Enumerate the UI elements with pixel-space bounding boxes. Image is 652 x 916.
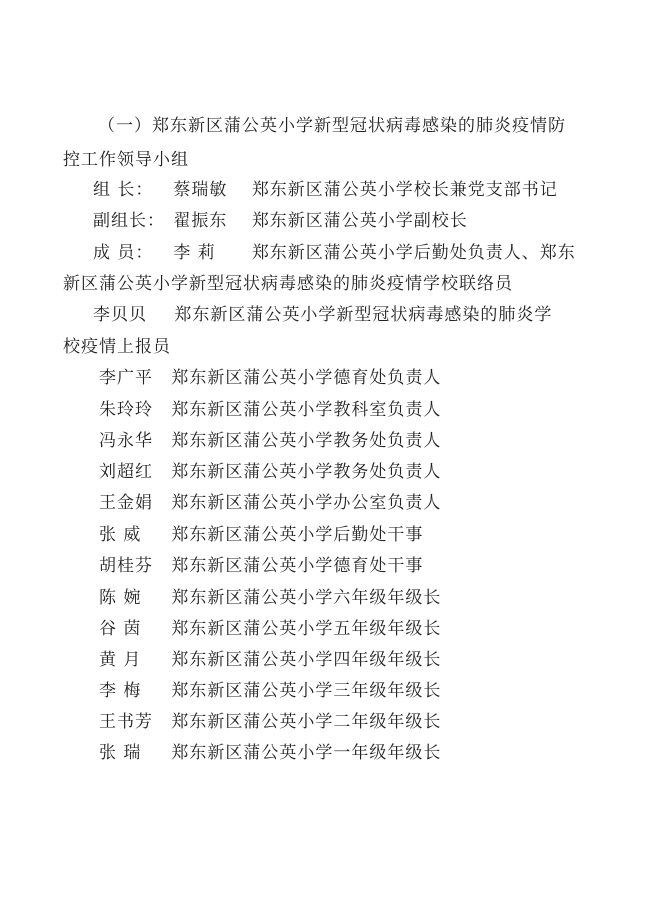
member-role: 郑东新区蒲公英小学德育处负责人 <box>171 368 442 388</box>
leader-role-line1: 郑东新区蒲公英小学后勤处负责人、郑东 <box>251 243 576 263</box>
member-role: 郑东新区蒲公英小学德育处干事 <box>171 556 424 576</box>
member-row <box>99 461 441 483</box>
member-name: 李广平 <box>99 368 153 388</box>
member-row <box>99 367 441 389</box>
section-heading-line2: 控工作领导小组 <box>63 150 189 170</box>
member-role: 郑东新区蒲公英小学教务处负责人 <box>171 462 442 482</box>
member-role: 郑东新区蒲公英小学二年级年级长 <box>171 712 442 732</box>
member-role: 郑东新区蒲公英小学后勤处干事 <box>171 525 424 545</box>
leader-title: 成 员： <box>93 243 154 263</box>
leader-name: 蔡瑞敏 <box>173 180 228 200</box>
member-row <box>99 680 441 702</box>
member-row <box>99 742 441 764</box>
member-name: 谷 茵 <box>99 619 142 639</box>
member-row <box>99 587 441 609</box>
section-heading-line1: （一）郑东新区蒲公英小学新型冠状病毒感染的肺炎疫情防 <box>98 116 566 136</box>
member-name: 冯永华 <box>99 431 153 451</box>
leader-role: 郑东新区蒲公英小学副校长 <box>251 211 468 231</box>
member-role: 郑东新区蒲公英小学一年级年级长 <box>171 743 442 763</box>
leader-name: 翟振东 <box>173 211 228 231</box>
leader-title: 组 长： <box>93 180 154 200</box>
member-row <box>99 649 441 671</box>
reporter-row <box>93 304 552 326</box>
member-name: 刘超红 <box>99 462 153 482</box>
member-role: 郑东新区蒲公英小学办公室负责人 <box>171 493 442 513</box>
member-row <box>99 524 423 546</box>
member-row <box>99 555 423 577</box>
reporter-role-line1: 郑东新区蒲公英小学新型冠状病毒感染的肺炎学 <box>174 305 553 325</box>
leader-row-member <box>93 242 576 264</box>
leader-title: 副组长： <box>93 211 165 231</box>
member-name: 王金娟 <box>99 493 153 513</box>
member-row <box>99 711 441 733</box>
member-name: 张 瑞 <box>99 743 142 763</box>
member-name: 李 梅 <box>99 681 142 701</box>
member-name: 朱玲玲 <box>99 400 153 420</box>
member-role: 郑东新区蒲公英小学六年级年级长 <box>171 588 442 608</box>
member-name: 黄 月 <box>99 650 142 670</box>
leader-role-line2: 新区蒲公英小学新型冠状病毒感染的肺炎疫情学校联络员 <box>63 274 513 294</box>
leader-role: 郑东新区蒲公英小学校长兼党支部书记 <box>251 180 558 200</box>
member-name: 张 威 <box>99 525 142 545</box>
reporter-role-line2: 校疫情上报员 <box>63 337 171 357</box>
member-name: 胡桂芬 <box>99 556 153 576</box>
reporter-name: 李贝贝 <box>93 305 147 325</box>
member-role: 郑东新区蒲公英小学四年级年级长 <box>171 650 442 670</box>
member-role: 郑东新区蒲公英小学教务处负责人 <box>171 431 442 451</box>
member-row <box>99 492 441 514</box>
leader-name: 李 莉 <box>173 243 216 263</box>
member-name: 王书芳 <box>99 712 153 732</box>
member-role: 郑东新区蒲公英小学五年级年级长 <box>171 619 442 639</box>
member-role: 郑东新区蒲公英小学教科室负责人 <box>171 400 442 420</box>
leader-row-deputy-leader <box>93 210 468 232</box>
member-row <box>99 399 441 421</box>
member-row <box>99 430 441 452</box>
member-row <box>99 618 441 640</box>
member-name: 陈 婉 <box>99 588 142 608</box>
member-role: 郑东新区蒲公英小学三年级年级长 <box>171 681 442 701</box>
leader-row-group-leader <box>93 179 558 201</box>
